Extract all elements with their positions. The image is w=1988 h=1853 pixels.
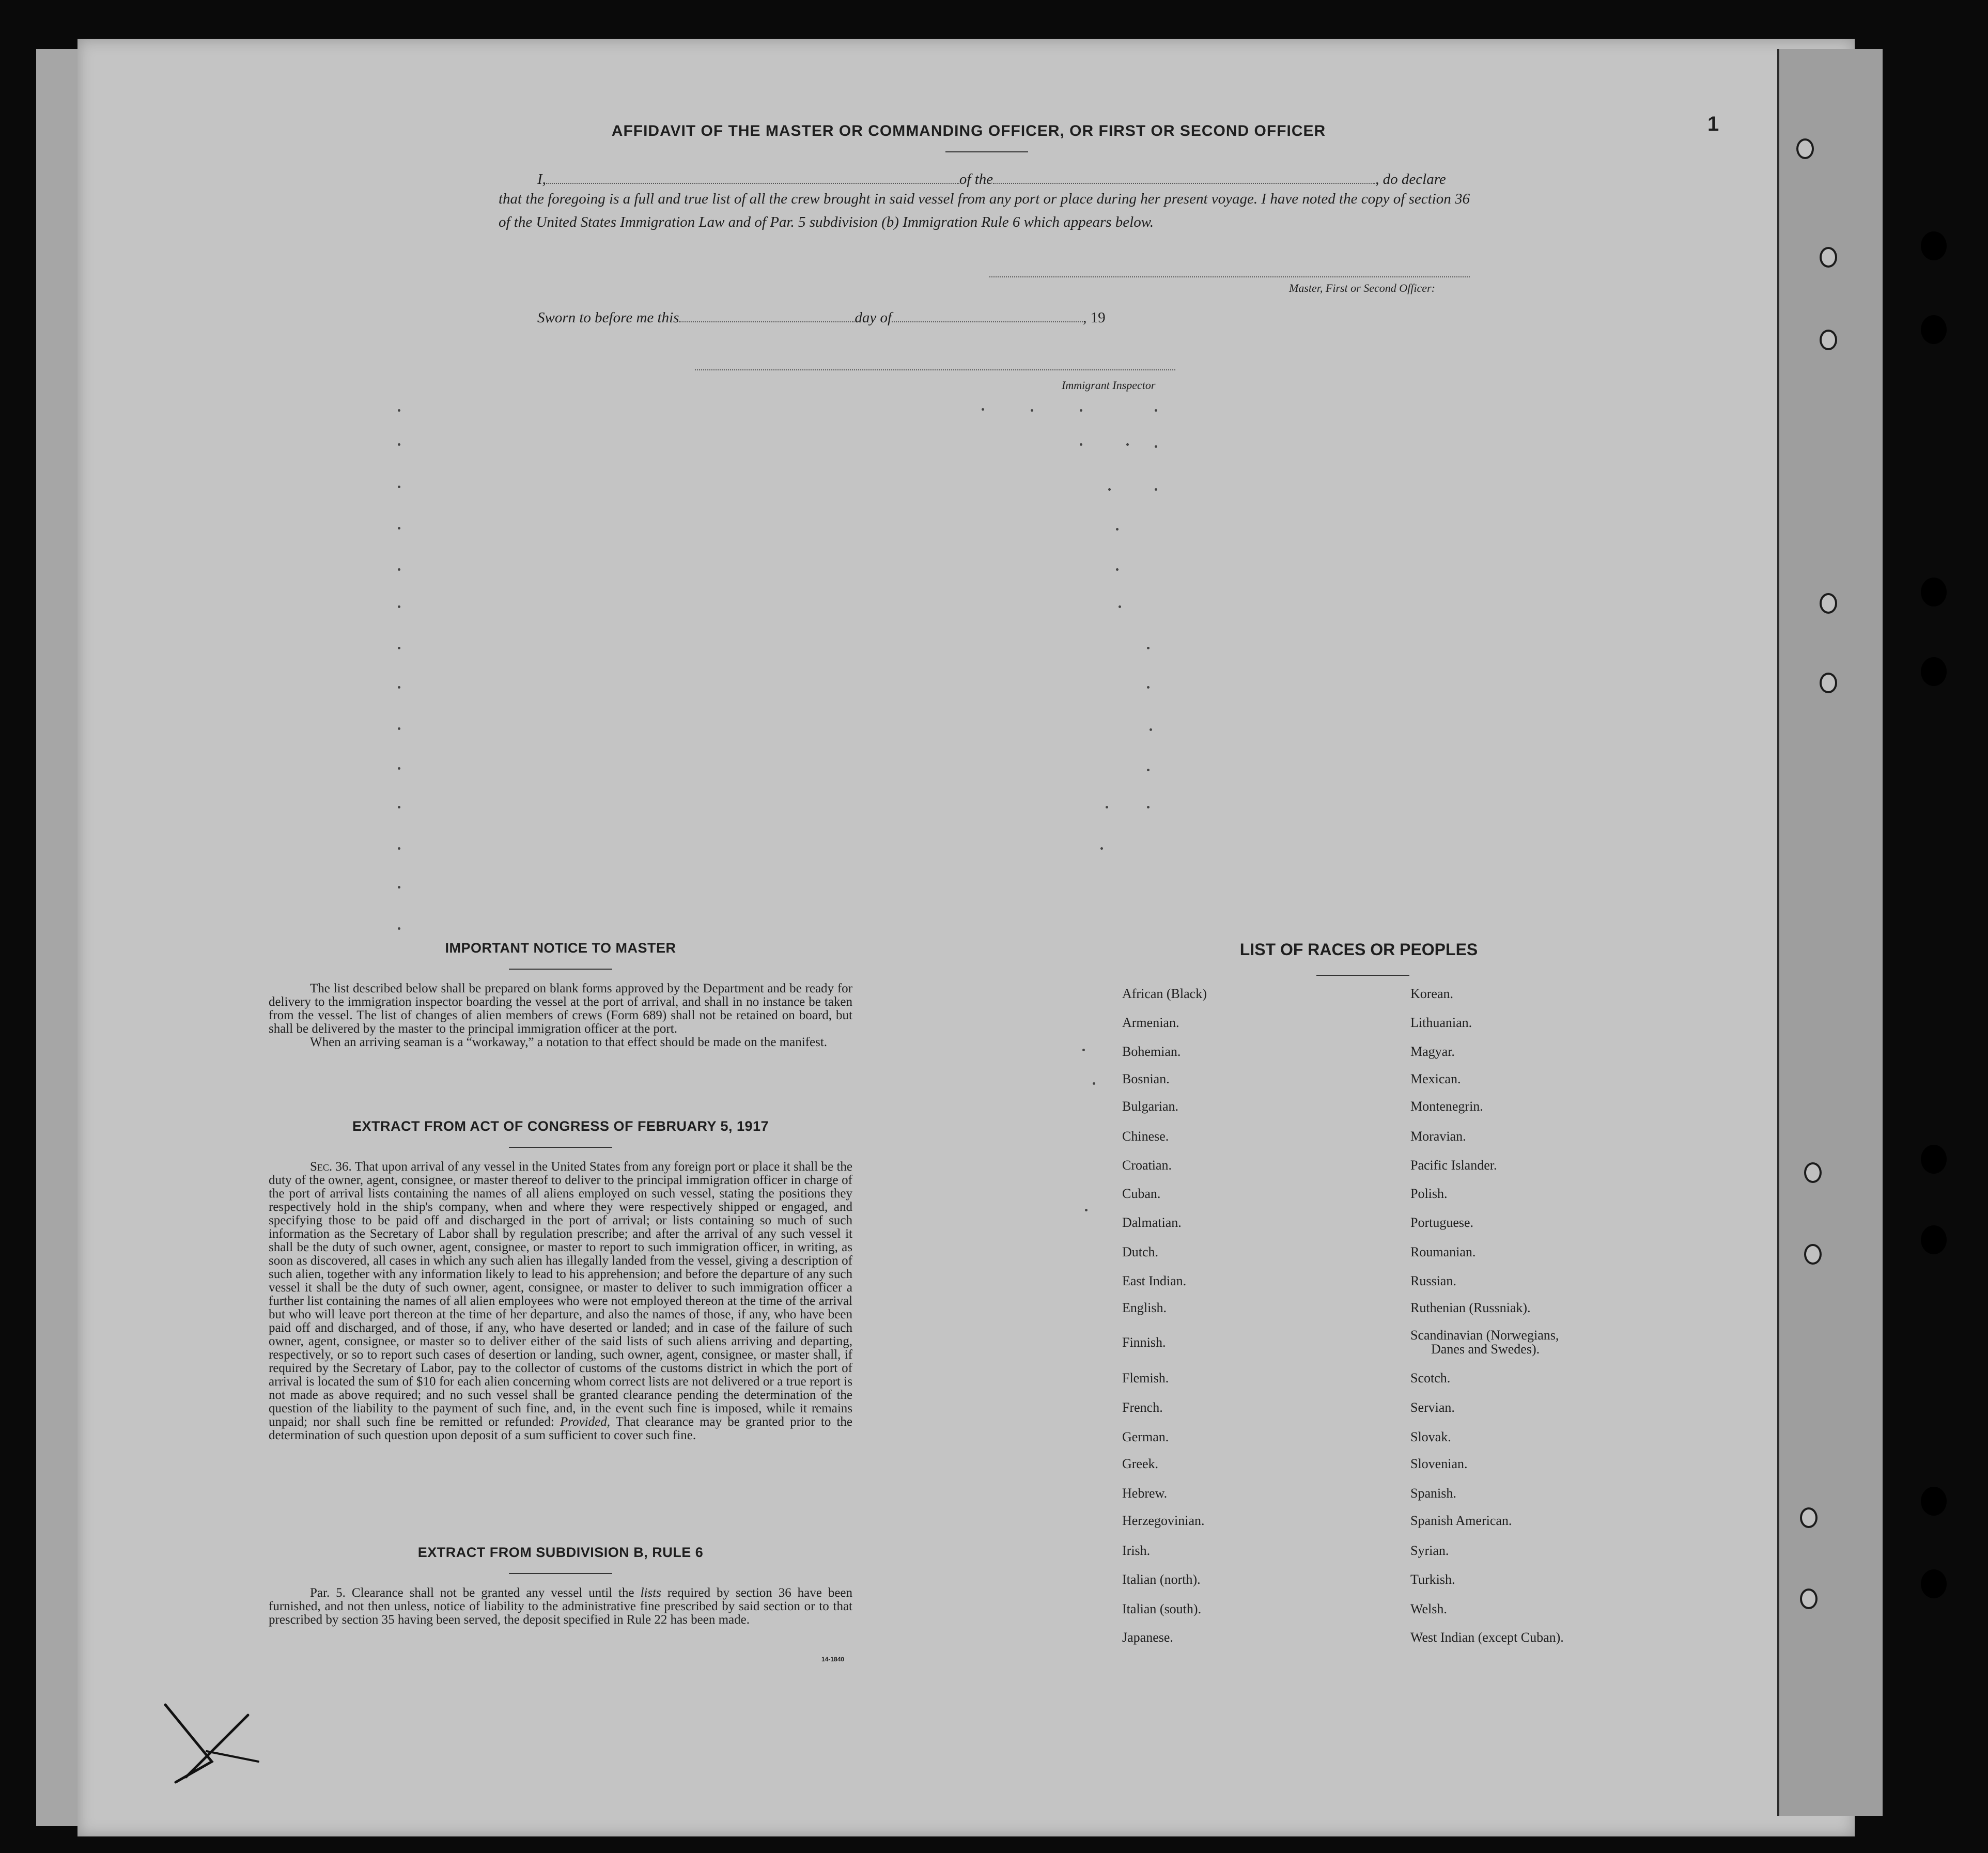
page-number: 1 xyxy=(1707,113,1719,135)
race-item: Welsh. xyxy=(1410,1601,1447,1616)
sworn-prefix: Sworn to before me this xyxy=(537,309,679,326)
binder-hole-ring xyxy=(1820,247,1837,268)
notice-title-rule xyxy=(509,969,612,970)
race-item: African (Black) xyxy=(1122,986,1207,1001)
artifact-dot xyxy=(398,647,400,649)
race-item: Korean. xyxy=(1410,986,1454,1001)
act-body-part-2: That clearance may be granted prior to the determination of such question upon deposit of a sum sufficient to cover such fine. xyxy=(269,1415,852,1442)
race-item: Turkish. xyxy=(1410,1572,1455,1587)
race-item: Montenegrin. xyxy=(1410,1099,1483,1114)
race-item: Scotch. xyxy=(1410,1371,1451,1385)
binder-hole-ring xyxy=(1820,673,1837,693)
artifact-dot xyxy=(1106,806,1108,808)
act-body-part-1: That upon arrival of any vessel in the United States from any foreign port or place it shall be the duty of the owner, agent, consignee, or master thereof to deliver to the principal immigration officer in charge of the port of arrival lists containing the names of all aliens employed on such vessel, stating the positions they respectively hold in the ship's company, when and where they were respectively shipped or engaged, and specifying those to be paid off and discharged in the port of arrival; or lists containing so much of such information as the Secretary of Labor shall by regulation prescribe; and after the arrival of any such vessel it shall be the duty of such owner, agent, consignee, or master to report to such immigration officer, in writing, as soon as discovered, all cases in which any such alien has illegally landed from the vessel, giving a description of such alien, together with any information likely to lead to his apprehension; and before the departure of any such vessel it shall be the duty of such owner, agent, consignee, or master to deliver to such immigration officer a further list containing the names of all alien employees who were not employed thereon at the time of the arrival but who will leave port thereon at the time of her departure, and also the names of those, if any, who have been paid off and discharged, and of those, if any, who have deserted or landed; and in case of the failure of such owner, agent, consignee, or master so to deliver either of the said lists of such aliens arriving and departing, respectively, or so to report such cases of desertion or landing, such owner, agent, consignee, or master shall, if required by the Secretary of Labor, pay to the collector of customs of the customs district in which the port of arrival is located the sum of $10 for each alien concerning whom correct lists are not delivered or a true report is not made as above required; and no such vessel shall be granted clearance pending the determination of the question of the liability to the payment of such fine, and, in the event such fine is imposed, while it remains unpaid; nor shall such fine be remitted or refunded: xyxy=(269,1160,853,1429)
race-item: English. xyxy=(1122,1300,1167,1315)
master-signature-line[interactable] xyxy=(989,276,1470,277)
rule6-title: EXTRACT FROM SUBDIVISION B, RULE 6 xyxy=(417,1545,704,1560)
race-item: Chinese. xyxy=(1122,1129,1169,1144)
rule6-lists-word: lists xyxy=(640,1586,661,1600)
artifact-dot xyxy=(1082,1049,1085,1051)
notice-paragraph-1-text: The list described below shall be prepared on blank forms approved by the Department and be ready for delivery to the immigration inspector boarding the vessel at the port of arrival, and shall in no instance be taken from the vessel. The list of changes of alien members of crews (Form 689) shall not be retained on board, but shall be delivered by the master to the principal immigration officer at the port. xyxy=(269,982,852,1036)
notice-paragraph-2 xyxy=(269,1036,852,1049)
race-item: Bulgarian. xyxy=(1122,1099,1179,1114)
artifact-dot xyxy=(398,886,400,889)
race-item: Slovenian. xyxy=(1410,1456,1468,1471)
race-item: Syrian. xyxy=(1410,1543,1449,1558)
inspector-signature-line[interactable] xyxy=(695,369,1175,370)
race-item: German. xyxy=(1122,1429,1169,1444)
artifact-dot xyxy=(398,605,400,608)
act-section-number: Sec. 36. xyxy=(310,1160,352,1174)
race-item: Mexican. xyxy=(1410,1071,1461,1086)
vessel-name-blank[interactable] xyxy=(993,182,1375,184)
form-code: 14-1840 xyxy=(821,1656,845,1663)
race-item: Finnish. xyxy=(1122,1335,1166,1350)
race-item: Ruthenian (Russniak). xyxy=(1410,1300,1531,1315)
binder-hole-ring xyxy=(1800,1589,1818,1609)
underlying-page-edge-left xyxy=(36,49,83,1826)
handwritten-check-mark xyxy=(155,1684,269,1787)
race-item: Scandinavian (Norwegians, xyxy=(1410,1328,1559,1343)
artifact-dot xyxy=(398,527,400,530)
affidavit-of-the: of the xyxy=(959,171,993,188)
sworn-month-blank[interactable] xyxy=(892,321,1083,322)
artifact-dot xyxy=(1116,568,1119,571)
rule6-body-part-2: required by section 36 have been furnished, and not then unless, notice of liability to the administrative fine prescribed by said section or to that prescribed by section 35 having been served, the deposit specified in Rule 22 has been made. xyxy=(269,1586,853,1627)
act-section xyxy=(269,1118,852,1442)
race-item: Portuguese. xyxy=(1410,1215,1474,1230)
affidavit-title: AFFIDAVIT OF THE MASTER OR COMMANDING OFFICER, OR FIRST OR SECOND OFFICER xyxy=(611,122,1326,139)
artifact-dot xyxy=(1150,728,1152,731)
notice-section xyxy=(269,940,852,1049)
binder-hole-ring xyxy=(1796,138,1814,159)
artifact-dot xyxy=(982,408,984,411)
race-item: Flemish. xyxy=(1122,1371,1169,1385)
artifact-dot xyxy=(1147,647,1150,649)
artifact-dot xyxy=(1147,686,1150,689)
binder-hole-ring xyxy=(1800,1507,1818,1528)
race-item: Polish. xyxy=(1410,1186,1448,1201)
race-item: Cuban. xyxy=(1122,1186,1161,1201)
race-item: West Indian (except Cuban). xyxy=(1410,1630,1564,1645)
artifact-dot xyxy=(398,686,400,689)
race-item: Irish. xyxy=(1122,1543,1151,1558)
artifact-dot xyxy=(398,847,400,850)
artifact-dot xyxy=(1108,488,1111,491)
artifact-dot xyxy=(398,486,400,488)
sworn-day-blank[interactable] xyxy=(679,321,855,322)
race-item: East Indian. xyxy=(1122,1273,1187,1288)
race-item: Hebrew. xyxy=(1122,1486,1168,1501)
binder-hole xyxy=(1921,1145,1947,1174)
act-paragraph xyxy=(269,1160,852,1442)
artifact-dot xyxy=(1155,488,1157,491)
act-provided: Provided, xyxy=(560,1415,610,1429)
artifact-dot xyxy=(398,409,400,412)
affidavit-do-declare: , do declare xyxy=(1375,171,1446,188)
race-item: Magyar. xyxy=(1410,1044,1455,1059)
rule6-body-part-1: Par. 5. Clearance shall not be granted any vessel until the xyxy=(310,1586,634,1600)
artifact-dot xyxy=(398,443,400,446)
artifact-dot xyxy=(398,568,400,571)
race-item: Lithuanian. xyxy=(1410,1015,1472,1030)
race-item: Italian (north). xyxy=(1122,1572,1201,1587)
artifact-dot xyxy=(398,767,400,770)
race-item: Dutch. xyxy=(1122,1244,1159,1259)
act-title: EXTRACT FROM ACT OF CONGRESS OF FEBRUARY 5, 1917 xyxy=(352,1118,769,1134)
rule6-title-rule xyxy=(509,1573,612,1574)
races-title: LIST OF RACES OR PEOPLES xyxy=(1239,940,1478,959)
artifact-dot xyxy=(398,727,400,730)
master-signature-label: Master, First or Second Officer: xyxy=(1289,282,1435,294)
binder-hole xyxy=(1921,578,1947,606)
artifact-dot xyxy=(1093,1082,1095,1085)
race-item: Servian. xyxy=(1410,1400,1455,1415)
artifact-dot xyxy=(1119,605,1121,608)
binder-hole xyxy=(1921,1569,1947,1598)
race-item: Spanish. xyxy=(1410,1486,1456,1501)
race-item: Spanish American. xyxy=(1410,1513,1512,1528)
binder-hole xyxy=(1921,315,1947,344)
race-item: Italian (south). xyxy=(1122,1601,1202,1616)
binder-hole xyxy=(1921,1487,1947,1516)
act-title-rule xyxy=(509,1147,612,1148)
race-item: French. xyxy=(1122,1400,1163,1415)
artifact-dot xyxy=(1085,1209,1088,1211)
race-item: Greek. xyxy=(1122,1456,1159,1471)
binder-hole-ring xyxy=(1804,1162,1822,1183)
race-item: Armenian. xyxy=(1122,1015,1179,1030)
sworn-day-of: day of xyxy=(855,309,892,326)
artifact-dot xyxy=(1031,409,1033,412)
artifact-dot xyxy=(1147,769,1150,771)
race-item: Danes and Swedes). xyxy=(1431,1342,1540,1357)
affidavit-declaration-line xyxy=(537,170,1446,189)
rule6-paragraph xyxy=(269,1586,852,1627)
rule6-section xyxy=(269,1545,852,1627)
inspector-signature-label: Immigrant Inspector xyxy=(1062,379,1156,392)
binder-hole xyxy=(1921,1225,1947,1254)
master-name-blank[interactable] xyxy=(546,182,959,184)
sworn-line xyxy=(537,309,1106,327)
artifact-dot xyxy=(1155,445,1157,448)
artifact-dot xyxy=(1116,528,1119,531)
race-item: Bosnian. xyxy=(1122,1071,1170,1086)
race-item: Roumanian. xyxy=(1410,1244,1476,1259)
binder-hole xyxy=(1921,657,1947,686)
artifact-dot xyxy=(1080,409,1082,412)
affidavit-title-rule xyxy=(945,151,1028,152)
artifact-dot xyxy=(398,806,400,808)
sworn-year: , 19 xyxy=(1083,309,1106,326)
affidavit-body: that the foregoing is a full and true list of all the crew brought in said vessel from any port or place during her present voyage. I have noted the copy of section 36 of the United States Immigration Law and of Par. 5 subdivision (b) Immigration Rule 6 which appears below. xyxy=(499,191,1470,230)
notice-title: IMPORTANT NOTICE TO MASTER xyxy=(445,940,676,956)
artifact-dot xyxy=(1147,806,1150,808)
race-item: Dalmatian. xyxy=(1122,1215,1182,1230)
binder-hole-ring xyxy=(1820,593,1837,614)
race-item: Croatian. xyxy=(1122,1158,1172,1173)
artifact-dot xyxy=(398,927,400,930)
artifact-dot xyxy=(1155,409,1157,412)
binder-hole-ring xyxy=(1820,330,1837,350)
binder-hole-ring xyxy=(1804,1244,1822,1265)
race-item: Japanese. xyxy=(1122,1630,1173,1645)
race-item: Moravian. xyxy=(1410,1129,1466,1144)
race-item: Pacific Islander. xyxy=(1410,1158,1497,1173)
notice-paragraph-1 xyxy=(269,982,852,1036)
artifact-dot xyxy=(1100,847,1103,850)
notice-paragraph-2-text: When an arriving seaman is a “workaway,” a notation to that effect should be made on the manifest. xyxy=(310,1035,828,1049)
affidavit-i: I, xyxy=(537,171,546,188)
race-item: Bohemian. xyxy=(1122,1044,1181,1059)
underlying-page-edge-right xyxy=(1777,49,1883,1816)
race-item: Herzegovinian. xyxy=(1122,1513,1205,1528)
race-item: Russian. xyxy=(1410,1273,1456,1288)
races-title-rule xyxy=(1316,975,1409,976)
binder-hole xyxy=(1921,231,1947,260)
artifact-dot xyxy=(1126,443,1129,446)
artifact-dot xyxy=(1080,443,1082,446)
race-item: Slovak. xyxy=(1410,1429,1451,1444)
